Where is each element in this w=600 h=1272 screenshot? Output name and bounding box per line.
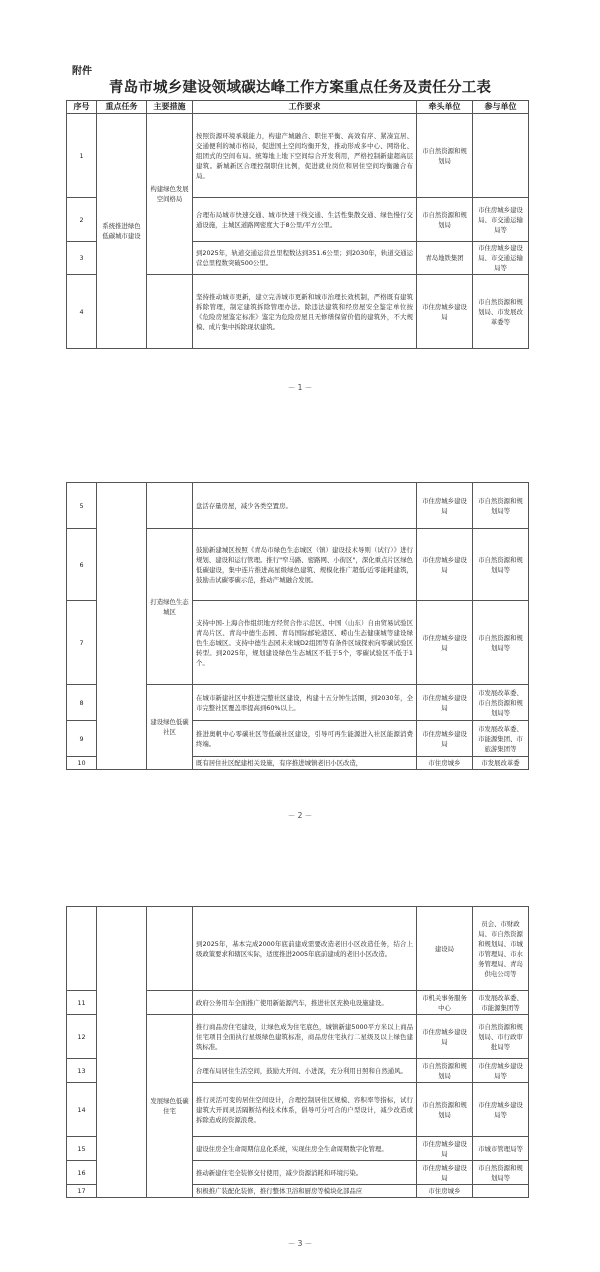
work-requirement: 积极推广装配化装修，推行整体卫浴和厨房等模块化部品应 (193, 1185, 417, 1198)
row-no: 14 (67, 1083, 97, 1137)
lead-unit: 市自然资源和规划局 (417, 198, 473, 242)
participant-unit: 市自然资源和规划局等 (473, 483, 529, 529)
participant-unit: 市自然资源和规划局等 (473, 1161, 529, 1185)
table-row (67, 483, 529, 529)
empty-measure-cell (147, 907, 193, 991)
lead-unit: 市自然资源和规划局 (417, 1059, 473, 1083)
empty-task-cell (97, 483, 147, 770)
page-number: － 3 － (287, 1239, 313, 1248)
main-measure: 打造绿色生态城区 (147, 529, 193, 685)
participant-unit: 市自然资源和规划局等 (473, 529, 529, 601)
lead-unit: 市住房城乡建设局 (417, 1161, 473, 1185)
row-no: 16 (67, 1161, 97, 1185)
row-no: 15 (67, 1137, 97, 1161)
work-requirement: 鼓励新建城区按照《青岛市绿色生态城区（镇）建设技术导则（试行）》进行规划、建设和运行管理。推行"窄马路、密路网、小街区"，深化重点片区绿色低碳建设，集中连片推进高星级绿色建筑、规模化推广超低/近零能耗建筑，鼓励击试碳零碳示范，推动产城融合发展。 (193, 529, 417, 601)
row-no: 2 (67, 198, 97, 242)
row-no: 9 (67, 721, 97, 757)
work-requirement: 推进奥帆中心零碳社区等低碳社区建设，引导可再生能源进入社区能源消费终端。 (193, 721, 417, 757)
empty-task-cell (97, 907, 147, 1198)
lead-unit: 市住房城乡 (417, 1185, 473, 1198)
lead-unit: 市机关事务服务中心 (417, 991, 473, 1015)
key-task: 系统推进绿色低碳城市建设 (97, 114, 147, 349)
page-1 (0, 0, 600, 420)
lead-unit: 市自然资源和规划局 (417, 114, 473, 198)
row-no: 10 (67, 757, 97, 770)
participant-unit: 市住房城乡建设局等 (473, 1083, 529, 1137)
lead-unit: 市住房城乡建设局 (417, 529, 473, 601)
table-row (67, 114, 529, 198)
task-table-page-3 (66, 906, 529, 1198)
participant-unit: 员会、市财政局、市自然资源和规划局、市城市管理局、市水务管理局、青岛供电公司等 (473, 907, 529, 991)
work-requirement: 推行灵活可变的居住空间设计，合理控制居住区规模、容积率等指标，试行建筑大开间灵活隔断结构技术体系，倡导可分可合的户型设计，减少改造或拆除造成的资源浪费。 (193, 1083, 417, 1137)
work-requirement: 在城市新建社区中推进完整社区建设，构建十五分钟生活圈，到2030年，全市完整社区覆盖率提高到60%以上。 (193, 685, 417, 721)
row-no: 8 (67, 685, 97, 721)
empty-measure-cell (147, 275, 193, 349)
header-participant: 参与单位 (473, 101, 529, 114)
lead-unit: 市住房城乡建设局 (417, 1015, 473, 1059)
work-requirement: 按照资源环境承载能力，构建产城融合、职住平衡、高效有序、紧凑宜居、交通便利的城市格局，促进国土空间均衡开发，推动形成多中心、网络化、组团式的空间布局。统筹地上地下空间综合开发利用，严格控制新建超高层建筑。新城新区合理控制职住比例，促进就业岗位和居住空间均衡融合布局。 (193, 114, 417, 198)
work-requirement: 政府公务用车全面推广使用新能源汽车，推进社区充换电设施建设。 (193, 991, 417, 1015)
header-row (67, 101, 529, 114)
main-measure: 建设绿色低碳社区 (147, 685, 193, 770)
page-3 (0, 840, 600, 1272)
participant-unit (473, 114, 529, 198)
table-row (67, 907, 529, 991)
lead-unit: 建设局 (417, 907, 473, 991)
participant-unit: 市发展改革委、市能源集团、市旅游集团等 (473, 721, 529, 757)
header-task: 重点任务 (97, 101, 147, 114)
row-no: 13 (67, 1059, 97, 1083)
task-table-page-2 (66, 482, 529, 770)
page-2 (0, 420, 600, 840)
empty-measure-cell (147, 483, 193, 529)
work-requirement: 合理布局城市快速交通、城市快速干线交通、生活性集散交通、绿色慢行交通设施，主城区道路网密度大于8公里/平方公里。 (193, 198, 417, 242)
main-measure: 发展绿色低碳住宅 (147, 1015, 193, 1198)
work-requirement: 推动新建住宅全装修交付使用，减少资源消耗和环境污染。 (193, 1161, 417, 1185)
row-no: 12 (67, 1015, 97, 1059)
participant-unit: 市发展改革委 (473, 757, 529, 770)
work-requirement: 到2025年，基本完成2000年底前建成需要改造老旧小区改造任务，结合上级政策要求和辖区实际，适度推进2005年底前建成的老旧小区改造。 (193, 907, 417, 991)
lead-unit: 市自然资源和规划局 (417, 1083, 473, 1137)
lead-unit: 市住房城乡建设局 (417, 483, 473, 529)
participant-unit: 市发展改革委、市能源集团等 (473, 991, 529, 1015)
participant-unit (473, 1185, 529, 1198)
page-number: － 2 － (287, 811, 313, 820)
row-no: 11 (67, 991, 97, 1015)
header-requirement: 工作要求 (193, 101, 417, 114)
header-measure: 主要措施 (147, 101, 193, 114)
participant-unit: 市城市管理局等 (473, 1137, 529, 1161)
row-no (67, 907, 97, 991)
row-no: 7 (67, 601, 97, 685)
work-requirement: 支持中国-上海合作组织地方经贸合作示范区、中国（山东）自由贸易试验区青岛片区、青岛中德生态园、青岛国际邮轮港区、崂山生态健康城等建设绿色生态城区。支持中德生态园未来城D2组团等有条件区域探索向零碳试验区转型。到2025年，规划建设绿色生态城区不低于5个，零碳试验区不低于1个。 (193, 601, 417, 685)
document-title: 青岛市城乡建设领域碳达峰工作方案重点任务及责任分工表 (108, 80, 492, 96)
work-requirement: 建设住房全生命周期信息化系统，实现住房全生命周期数字化管理。 (193, 1137, 417, 1161)
page-number: － 1 － (287, 383, 313, 392)
row-no: 1 (67, 114, 97, 198)
lead-unit: 青岛地铁集团 (417, 242, 473, 275)
row-no: 4 (67, 275, 97, 349)
work-requirement: 盘活存量房屋，减少各类空置房。 (193, 483, 417, 529)
participant-unit: 市发展改革委、市自然资源和规划局等 (473, 685, 529, 721)
work-requirement: 合理布局居住生活空间，鼓励大开间、小进深，充分利用日照和自然通风。 (193, 1059, 417, 1083)
work-requirement: 既有居住社区配建相关设施，有序推进城镇老旧小区改造， (193, 757, 417, 770)
lead-unit: 市住房城乡 (417, 757, 473, 770)
lead-unit: 市住房城乡建设局 (417, 685, 473, 721)
lead-unit: 市住房城乡建设局 (417, 721, 473, 757)
participant-unit: 市住房城乡建设局、市交通运输局等 (473, 198, 529, 242)
row-no: 17 (67, 1185, 97, 1198)
participant-unit: 市自然资源和规划局、市行政审批局等 (473, 1015, 529, 1059)
participant-unit: 市住房城乡建设局、市交通运输局等 (473, 242, 529, 275)
header-no: 序号 (67, 101, 97, 114)
attachment-label: 附件 (72, 66, 92, 77)
lead-unit: 市住房城乡建设局 (417, 275, 473, 349)
row-no: 5 (67, 483, 97, 529)
lead-unit: 市住房城乡建设局 (417, 601, 473, 685)
lead-unit: 市住房城乡建设局 (417, 1137, 473, 1161)
empty-measure-cell (147, 991, 193, 1015)
main-measure: 构建绿色发展空间格局 (147, 114, 193, 275)
row-no: 6 (67, 529, 97, 601)
work-requirement: 到2025年，轨道交通运营总里程数达到351.6公里；到2030年，轨道交通运营总里程数突破500公里。 (193, 242, 417, 275)
participant-unit: 市自然资源和规划局、市发展改革委等 (473, 275, 529, 349)
participant-unit: 市自然资源和规划局等 (473, 601, 529, 685)
header-lead: 牵头单位 (417, 101, 473, 114)
task-table-page-1 (66, 100, 529, 349)
work-requirement: 推行商品房住宅建设，让绿色成为住宅底色，城镇新建5000平方米以上商品住宅项目全面执行星级绿色建筑标准，商品房住宅执行二星级及以上绿色建筑标准。 (193, 1015, 417, 1059)
row-no: 3 (67, 242, 97, 275)
participant-unit: 市住房城乡建设局等 (473, 1059, 529, 1083)
work-requirement: 坚持推动城市更新，建立完善城市更新和城市治理长效机制，严格既有建筑拆除管理，制定建筑拆除管理办法。除违法建筑和经房屋安全鉴定单位按《危险房屋鉴定标准》鉴定为危险房屋且无修缮保留价值的建筑外，不大规模、成片集中拆除现状建筑。 (193, 275, 417, 349)
